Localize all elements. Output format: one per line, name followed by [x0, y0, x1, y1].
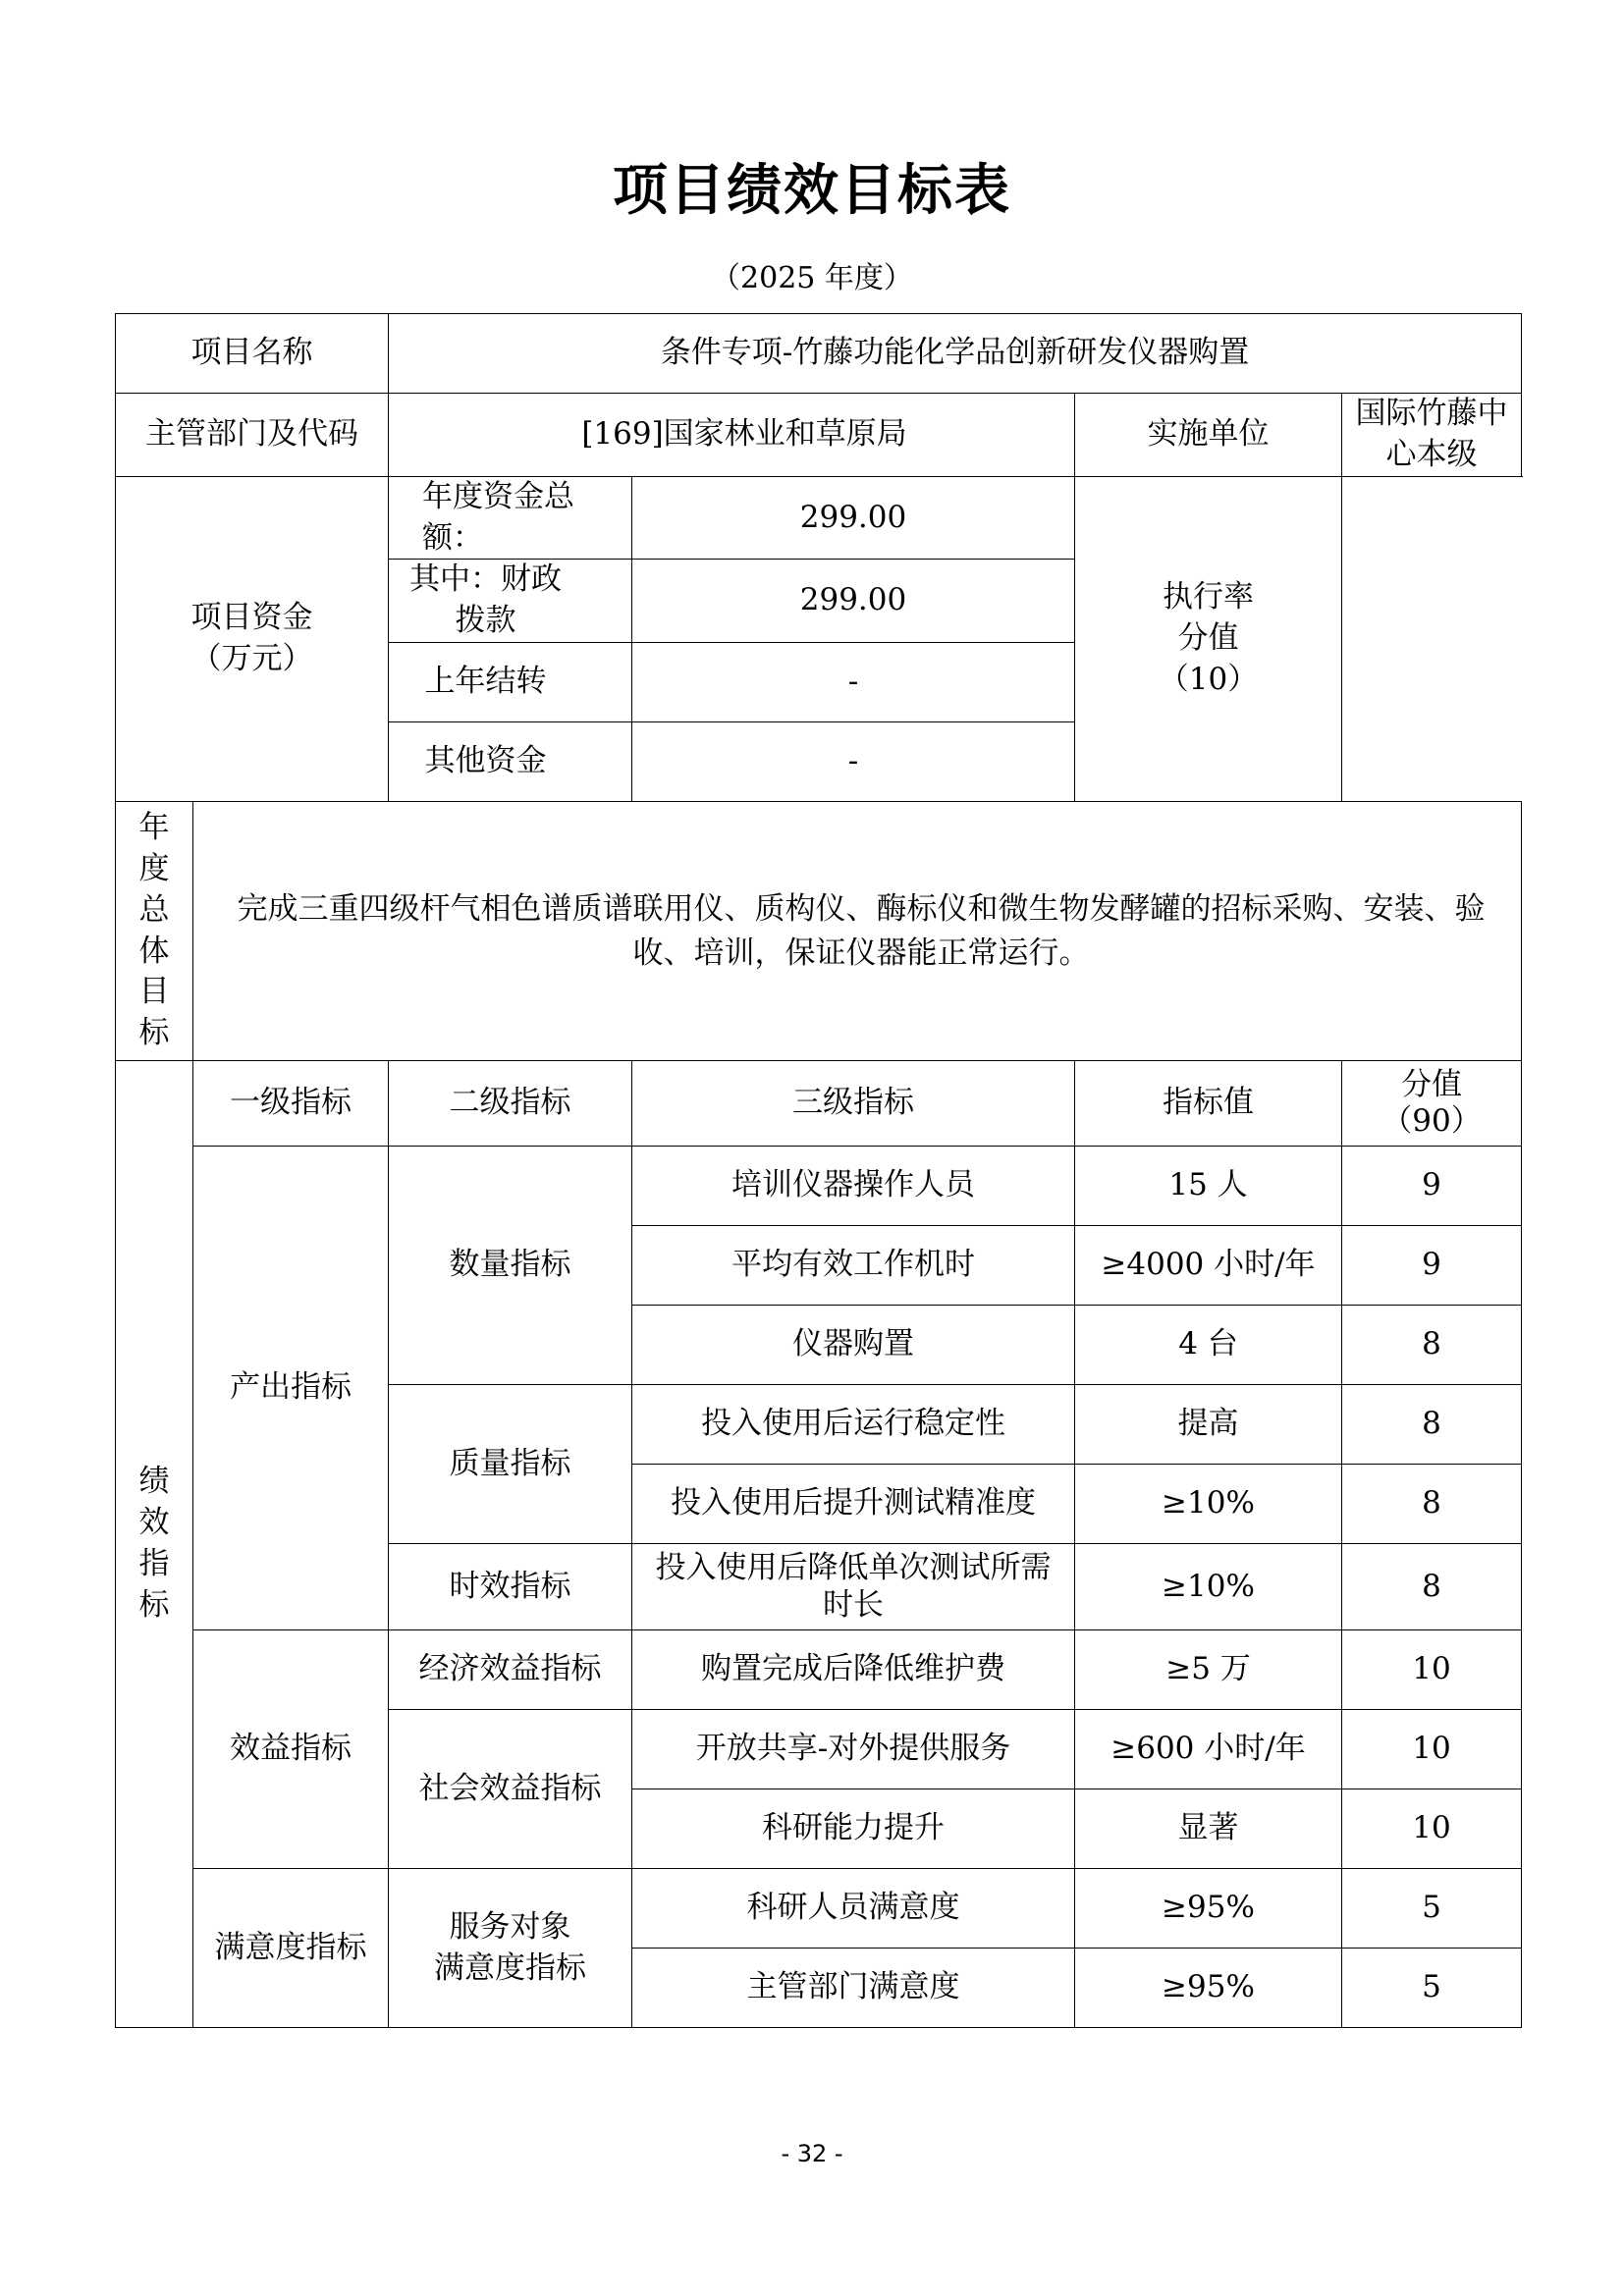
indicator-value: ≥95%: [1075, 1869, 1342, 1949]
overall-goal-row: [116, 802, 1522, 1061]
economic-indicator-group: 经济效益指标: [389, 1630, 632, 1710]
indicator-name: 培训仪器操作人员: [632, 1147, 1075, 1226]
exec-rate-line3: （10）: [1158, 661, 1259, 697]
indicator-value: ≥95%: [1075, 1949, 1342, 2028]
annual-total-value: 299.00: [632, 476, 1075, 560]
performance-table: [115, 313, 1522, 2028]
funds-total-row: [116, 476, 1522, 560]
social-indicator-group: 社会效益指标: [389, 1710, 632, 1869]
carryover-value: -: [632, 643, 1075, 722]
table-row: [116, 1630, 1522, 1710]
page-title: 项目绩效目标表: [613, 159, 1011, 223]
indicator-score: 10: [1342, 1710, 1522, 1789]
col-value-header: 指标值: [1075, 1061, 1342, 1147]
dept-value: [169]国家林业和草原局: [389, 394, 1075, 477]
annual-total-label: 年度资金总额：: [389, 476, 632, 560]
page-subtitle: （2025 年度）: [711, 261, 913, 295]
col-level1-header: 一级指标: [193, 1061, 389, 1147]
exec-rate-line1: 执行率: [1163, 579, 1254, 615]
col-level2-header: 二级指标: [389, 1061, 632, 1147]
indicator-value: 4 台: [1075, 1306, 1342, 1385]
table-row: [116, 1147, 1522, 1226]
indicator-value: 提高: [1075, 1385, 1342, 1465]
indicator-score: 8: [1342, 1306, 1522, 1385]
col-level3-header: 三级指标: [632, 1061, 1075, 1147]
service-satisfaction-group: [389, 1869, 632, 2028]
output-indicator-group: 产出指标: [193, 1147, 389, 1630]
funds-label-line2: （万元）: [190, 640, 313, 676]
indicator-value: ≥600 小时/年: [1075, 1710, 1342, 1789]
benefit-indicator-group: 效益指标: [193, 1630, 389, 1869]
col-score-header: [1342, 1061, 1522, 1147]
project-name-row: [116, 314, 1522, 394]
indicator-name: 仪器购置: [632, 1306, 1075, 1385]
indicator-score: 10: [1342, 1789, 1522, 1869]
indicator-header-row: [116, 1061, 1522, 1147]
indicator-name: 投入使用后运行稳定性: [632, 1385, 1075, 1465]
indicator-name: 投入使用后提升测试精准度: [632, 1465, 1075, 1544]
service-line1: 服务对象: [449, 1908, 571, 1945]
other-value: -: [632, 722, 1075, 802]
exec-rate-line2: 分值: [1177, 619, 1239, 656]
indicator-name: 平均有效工作机时: [632, 1226, 1075, 1306]
col-score-line2: （90）: [1381, 1103, 1482, 1140]
indicator-score: 10: [1342, 1630, 1522, 1710]
other-label: 其他资金: [389, 722, 632, 802]
exec-rate-score: [1075, 476, 1342, 801]
timeliness-indicator-group: 时效指标: [389, 1544, 632, 1630]
indicator-name: 投入使用后降低单次测试所需时长: [632, 1544, 1075, 1630]
indicator-name: 主管部门满意度: [632, 1949, 1075, 2028]
funds-label: [116, 476, 389, 801]
indicator-score: 9: [1342, 1226, 1522, 1306]
table-row: [116, 1869, 1522, 1949]
dept-label: 主管部门及代码: [116, 394, 389, 477]
indicator-value: 显著: [1075, 1789, 1342, 1869]
indicator-score: 9: [1342, 1147, 1522, 1226]
impl-unit-label: 实施单位: [1075, 394, 1342, 477]
project-name-value: 条件专项-竹藤功能化学品创新研发仪器购置: [389, 314, 1522, 394]
perf-indicator-label: 绩效指标: [116, 1061, 193, 2028]
indicator-name: 购置完成后降低维护费: [632, 1630, 1075, 1710]
indicator-value: 15 人: [1075, 1147, 1342, 1226]
indicator-score: 8: [1342, 1385, 1522, 1465]
indicator-name: 科研能力提升: [632, 1789, 1075, 1869]
dept-row: [116, 394, 1522, 477]
page-number: - 32 -: [781, 2140, 843, 2167]
indicator-name: 开放共享-对外提供服务: [632, 1710, 1075, 1789]
service-line2: 满意度指标: [434, 1949, 586, 1986]
indicator-score: 8: [1342, 1465, 1522, 1544]
funds-label-line1: 项目资金: [190, 600, 313, 636]
quantity-indicator-group: 数量指标: [389, 1147, 632, 1385]
indicator-score: 5: [1342, 1949, 1522, 2028]
indicator-name: 科研人员满意度: [632, 1869, 1075, 1949]
indicator-value: ≥10%: [1075, 1465, 1342, 1544]
indicator-value: ≥10%: [1075, 1544, 1342, 1630]
fiscal-label: 其中：财政拨款: [389, 560, 632, 643]
satisfaction-indicator-group: 满意度指标: [193, 1869, 389, 2028]
col-score-line1: 分值: [1401, 1066, 1463, 1102]
impl-unit-value: 国际竹藤中心本级: [1342, 394, 1522, 477]
project-name-label: 项目名称: [116, 314, 389, 394]
indicator-value: ≥5 万: [1075, 1630, 1342, 1710]
overall-goal-label: 年度总体目标: [116, 802, 193, 1061]
indicator-score: 5: [1342, 1869, 1522, 1949]
indicator-value: ≥4000 小时/年: [1075, 1226, 1342, 1306]
overall-goal-text: 完成三重四级杆气相色谱质谱联用仪、质构仪、酶标仪和微生物发酵罐的招标采购、安装、验收、培训，保证仪器能正常运行。: [193, 802, 1522, 1061]
carryover-label: 上年结转: [389, 643, 632, 722]
fiscal-value: 299.00: [632, 560, 1075, 643]
quality-indicator-group: 质量指标: [389, 1385, 632, 1544]
indicator-score: 8: [1342, 1544, 1522, 1630]
